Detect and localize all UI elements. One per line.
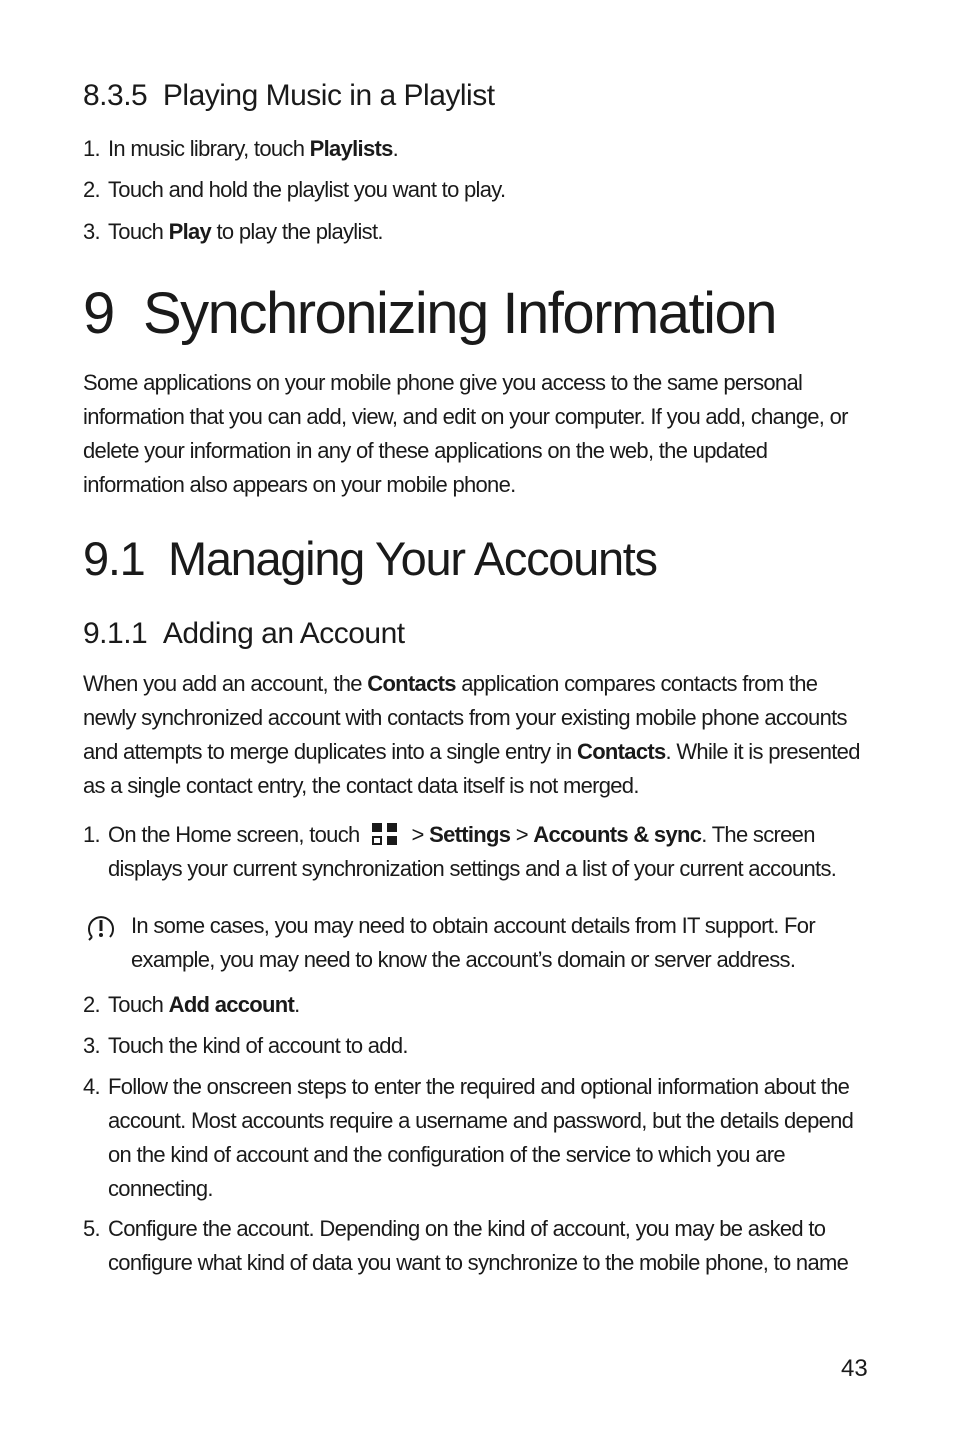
- step-text: to play the playlist.: [211, 219, 383, 244]
- step-bold: Add account: [168, 992, 295, 1017]
- list-item: [83, 1212, 873, 1280]
- step-bold: Accounts & sync: [533, 822, 702, 847]
- step-number: 3.: [83, 1033, 100, 1058]
- heading-number: 9.1: [83, 532, 145, 585]
- step-text: . The screen displays your current synchronization settings and a list of your current accounts.: [108, 822, 837, 881]
- step-text: In music library, touch: [108, 136, 310, 161]
- step-text: Touch the kind of account to add.: [108, 1033, 408, 1058]
- note-text: In some cases, you may need to obtain account details from IT support. For example, you may need to know the account’s domain or server address.: [131, 913, 815, 972]
- heading-8-3-5: [83, 79, 495, 113]
- heading-title: Adding an Account: [162, 617, 405, 650]
- chapter-heading: [83, 280, 776, 347]
- step-bold: Play: [168, 219, 212, 244]
- list-item: [83, 132, 873, 166]
- heading-title: Managing Your Accounts: [167, 532, 657, 585]
- intro-text: When you add an account, the: [83, 671, 368, 696]
- list-item: [83, 215, 873, 249]
- step-text: >: [510, 822, 534, 847]
- step-bold: Playlists: [309, 136, 393, 161]
- section-intro: [83, 667, 873, 803]
- step-bold: Settings: [429, 822, 511, 847]
- step-text: .: [392, 136, 399, 161]
- page-number: 43: [841, 1355, 868, 1382]
- intro-bold: Contacts: [367, 671, 456, 696]
- list-item: [83, 173, 873, 207]
- list-item: [83, 1070, 873, 1206]
- step-text: Follow the onscreen steps to enter the required and optional information about the account. Most accounts require a username and password, but the details depend on the kind of account and the configuration of the service to which you are connecting.: [108, 1074, 854, 1201]
- step-number: 1.: [83, 822, 100, 847]
- list-item: [83, 988, 873, 1022]
- step-number: 2.: [83, 992, 100, 1017]
- chapter-intro: Some applications on your mobile phone give you access to the same personal information that you can add, view, and edit on your computer. If you add, change, or delete your information in any of these applications on the web, the updated information also appears on your mobile phone.: [83, 370, 848, 497]
- intro-text: application compares contacts from the newly synchronized account with contacts from your existing mobile phone accounts and attempts to merge duplicates into a single entry in: [83, 671, 847, 764]
- step-text: .: [294, 992, 300, 1017]
- all-apps-grid-icon: [372, 823, 398, 845]
- chapter-title: Synchronizing Information: [143, 281, 777, 346]
- step-number: 4.: [83, 1074, 100, 1099]
- heading-9-1-1: [83, 617, 405, 651]
- step-text: Touch and hold the playlist you want to play.: [108, 177, 506, 202]
- heading-title: Playing Music in a Playlist: [162, 79, 495, 112]
- intro-bold: Contacts: [577, 739, 666, 764]
- step-text: On the Home screen, touch: [108, 822, 360, 847]
- step-text: Touch: [108, 219, 169, 244]
- note-info-icon: [86, 913, 116, 943]
- heading-number: 9.1.1: [83, 617, 148, 650]
- list-item: [83, 818, 873, 886]
- heading-9-1: [83, 531, 657, 586]
- step-number: 1.: [83, 136, 100, 161]
- heading-number: 8.3.5: [83, 79, 148, 112]
- list-item: [83, 1029, 873, 1063]
- step-text: Configure the account. Depending on the kind of account, you may be asked to configure what kind of data you want to synchronize to the mobile phone, to name: [108, 1216, 849, 1275]
- step-text: >: [411, 822, 430, 847]
- intro-text: . While it is presented as a single contact entry, the contact data itself is not merged.: [83, 739, 860, 798]
- step-number: 5.: [83, 1216, 100, 1241]
- step-number: 2.: [83, 177, 100, 202]
- step-number: 3.: [83, 219, 100, 244]
- step-text: Touch: [108, 992, 169, 1017]
- chapter-number: 9: [83, 281, 114, 346]
